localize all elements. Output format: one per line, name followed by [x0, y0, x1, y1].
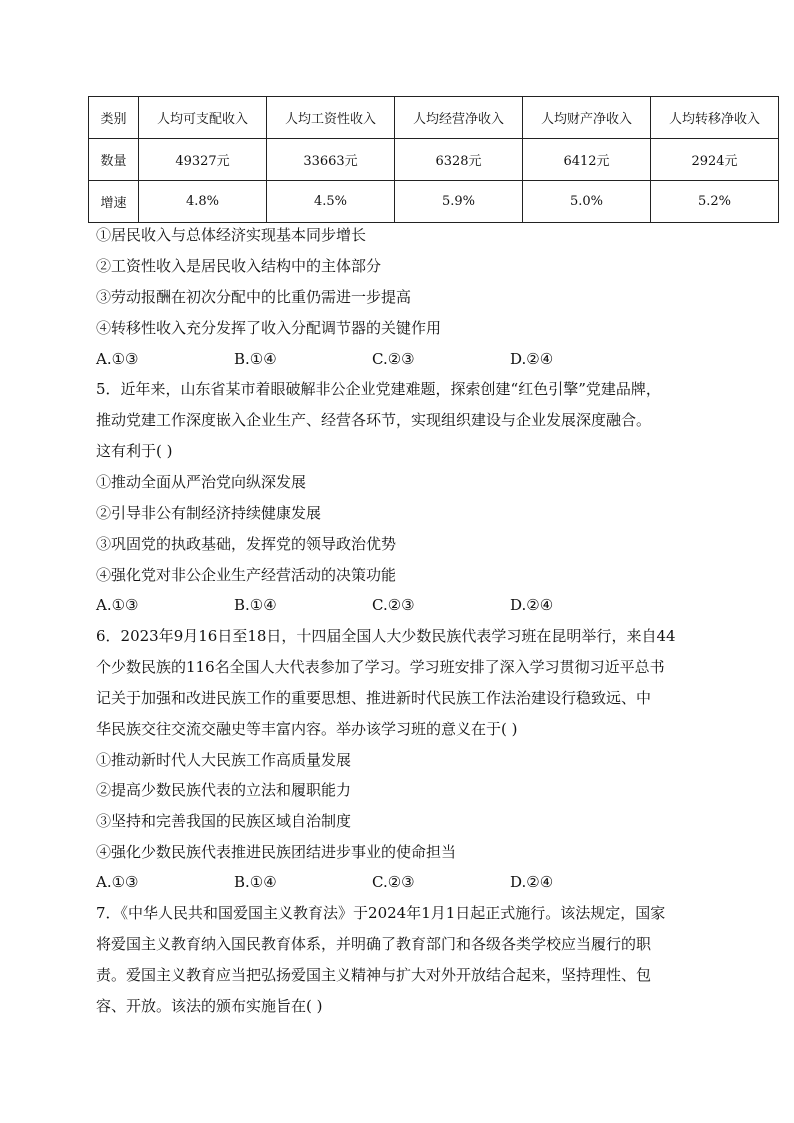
q5-statement: ③巩固党的执政基础，发挥党的领导政治优势: [96, 535, 397, 553]
q5-stem-line: 这有利于( ): [96, 442, 173, 460]
table-header-cell: 人均工资性收入: [267, 97, 395, 139]
table-cell: 5.2%: [651, 181, 779, 223]
table-header-cell: 人均经营净收入: [395, 97, 523, 139]
table-cell: 2924元: [651, 139, 779, 181]
table-cell: 33663元: [267, 139, 395, 181]
q6-option-d[interactable]: D.②④: [510, 873, 554, 891]
q6-statement: ②提高少数民族代表的立法和履职能力: [96, 781, 352, 799]
q6-statement: ④强化少数民族代表推进民族团结进步事业的使命担当: [96, 843, 457, 861]
table-cell: 5.0%: [523, 181, 651, 223]
table-header-cell: 人均可支配收入: [139, 97, 267, 139]
q7-stem-line: 将爱国主义教育纳入国民教育体系，并明确了教育部门和各级各类学校应当履行的职: [96, 935, 652, 953]
q5-statement: ②引导非公有制经济持续健康发展: [96, 504, 322, 522]
table-header-cell: 人均转移净收入: [651, 97, 779, 139]
q4-statement: ②工资性收入是居民收入结构中的主体部分: [96, 257, 382, 275]
table-cell: 5.9%: [395, 181, 523, 223]
q6-stem-line: 华民族交往交流交融史等丰富内容。举办该学习班的意义在于( ): [96, 720, 518, 738]
table-cell: 6328元: [395, 139, 523, 181]
q6-option-a[interactable]: A.①③: [96, 873, 139, 891]
q6-statement: ①推动新时代人大民族工作高质量发展: [96, 751, 352, 769]
table-cell: 增速: [89, 181, 139, 223]
table-cell: 49327元: [139, 139, 267, 181]
table-row: [89, 181, 779, 223]
q5-statement: ④强化党对非公企业生产经营活动的决策功能: [96, 566, 397, 584]
q6-option-c[interactable]: C.②③: [372, 873, 415, 891]
q7-stem-line: 7．《中华人民共和国爱国主义教育法》于2024年1月1日起正式施行。该法规定，国家: [96, 904, 666, 922]
table-cell: 6412元: [523, 139, 651, 181]
q4-statement: ④转移性收入充分发挥了收入分配调节器的关键作用: [96, 319, 442, 337]
q4-statement: ③劳动报酬在初次分配中的比重仍需进一步提高: [96, 288, 412, 306]
q4-option-b[interactable]: B.①④: [234, 350, 277, 368]
q5-option-b[interactable]: B.①④: [234, 596, 277, 614]
income-stats-table: [88, 96, 779, 223]
q5-option-a[interactable]: A.①③: [96, 596, 139, 614]
q5-option-d[interactable]: D.②④: [510, 596, 554, 614]
table-cell: 4.8%: [139, 181, 267, 223]
q6-statement: ③坚持和完善我国的民族区域自治制度: [96, 812, 352, 830]
q7-stem-line: 责。爱国主义教育应当把弘扬爱国主义精神与扩大对外开放结合起来，坚持理性、包: [96, 966, 652, 984]
q5-option-c[interactable]: C.②③: [372, 596, 415, 614]
table-header-row: [89, 97, 779, 139]
q7-stem-line: 容、开放。该法的颁布实施旨在( ): [96, 997, 323, 1015]
q6-stem-line: 个少数民族的116名全国人大代表参加了学习。学习班安排了深入学习贯彻习近平总书: [96, 658, 665, 676]
q4-option-d[interactable]: D.②④: [510, 350, 554, 368]
table-header-cell: 人均财产净收入: [523, 97, 651, 139]
q5-stem-line: 5．近年来，山东省某市着眼破解非公企业党建难题，探索创建“红色引擎”党建品牌，: [96, 380, 661, 398]
q4-option-a[interactable]: A.①③: [96, 350, 139, 368]
table-header-cell: 类别: [89, 97, 139, 139]
q5-stem-line: 推动党建工作深度嵌入企业生产、经营各环节，实现组织建设与企业发展深度融合。: [96, 411, 652, 429]
q4-statement: ①居民收入与总体经济实现基本同步增长: [96, 226, 367, 244]
q6-stem-line: 6．2023年9月16日至18日，十四届全国人大少数民族代表学习班在昆明举行，来自44: [96, 627, 676, 645]
q5-statement: ①推动全面从严治党向纵深发展: [96, 473, 307, 491]
table-row: [89, 139, 779, 181]
table-cell: 4.5%: [267, 181, 395, 223]
q6-option-b[interactable]: B.①④: [234, 873, 277, 891]
table-cell: 数量: [89, 139, 139, 181]
q4-option-c[interactable]: C.②③: [372, 350, 415, 368]
q6-stem-line: 记关于加强和改进民族工作的重要思想、推进新时代民族工作法治建设行稳致远、中: [96, 689, 652, 707]
